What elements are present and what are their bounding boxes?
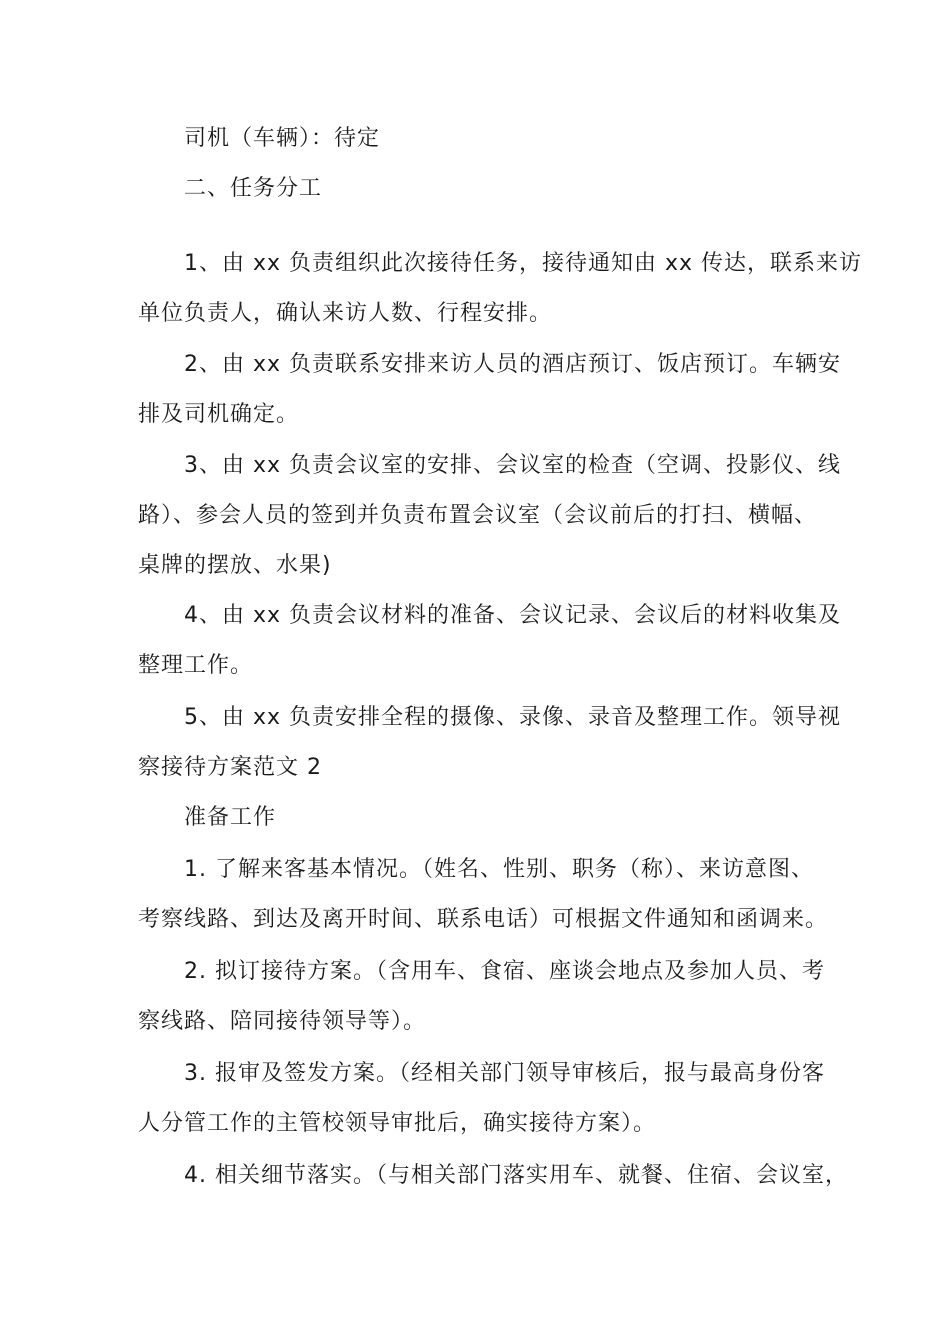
text-line: 整理工作。 [138, 653, 254, 678]
text-line: 3、由 xx 负责会议室的安排、会议室的检查（空调、投影仪、线 [184, 453, 842, 478]
text-line: 1. 了解来客基本情况。（姓名、性别、职务（称）、来访意图、 [184, 857, 814, 882]
text-line: 1、由 xx 负责组织此次接待任务，接待通知由 xx 传达，联系来访 [184, 251, 863, 276]
text-line: 察接待方案范文 2 [138, 755, 322, 780]
text-line: 4、由 xx 负责会议材料的准备、会议记录、会议后的材料收集及 [184, 603, 842, 628]
text-line: 考察线路、到达及离开时间、联系电话）可根据文件通知和函调来。 [138, 907, 829, 932]
text-line: 4. 相关细节落实。（与相关部门落实用车、就餐、住宿、会议室， [184, 1163, 848, 1188]
section-heading-task-division: 二、任务分工 [184, 176, 323, 201]
text-line: 2. 拟订接待方案。（含用车、食宿、座谈会地点及参加人员、考 [184, 959, 825, 984]
text-line: 单位负责人，确认来访人数、行程安排。 [138, 301, 553, 326]
text-line: 桌牌的摆放、水果) [138, 553, 332, 578]
text-line: 2、由 xx 负责联系安排来访人员的酒店预订、饭店预订。车辆安 [184, 352, 842, 377]
text-line: 路）、参会人员的签到并负责布置会议室（会议前后的打扫、横幅、 [138, 503, 818, 528]
text-line: 排及司机确定。 [138, 402, 300, 427]
section-heading-preparation: 准备工作 [184, 805, 277, 830]
text-line: 3. 报审及签发方案。（经相关部门领导审核后，报与最高身份客 [184, 1061, 825, 1086]
text-line: 5、由 xx 负责安排全程的摄像、录像、录音及整理工作。领导视 [184, 705, 842, 730]
text-line: 人分管工作的主管校领导审批后，确实接待方案）。 [138, 1111, 657, 1136]
text-line: 察线路、陪同接待领导等）。 [138, 1009, 427, 1034]
text-line-driver: 司机（车辆）：待定 [184, 126, 381, 151]
